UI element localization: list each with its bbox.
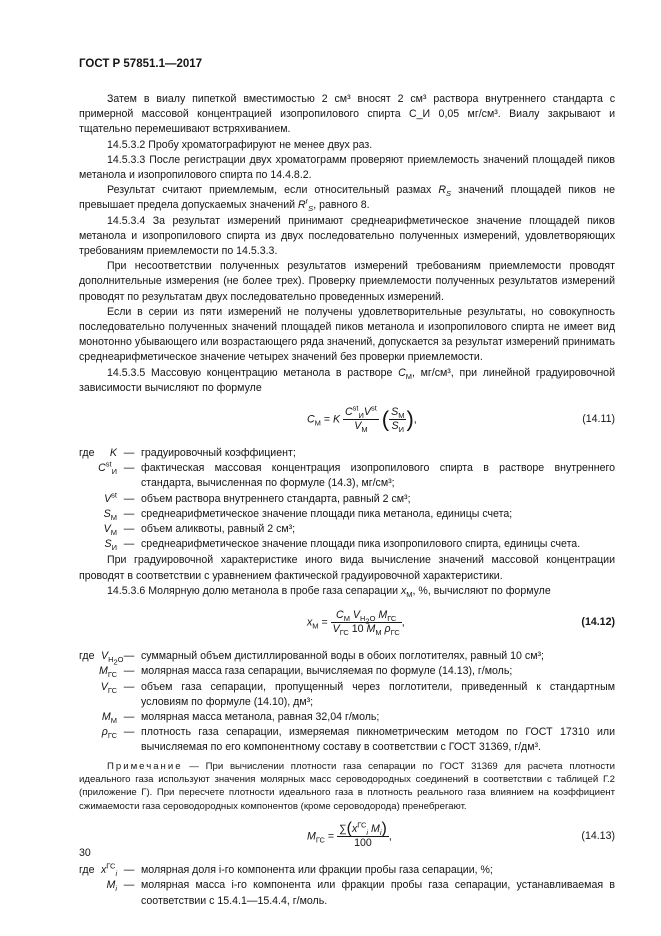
definition-row: $S_И$ — среднеарифметическое значение площади пика изопропилового спирта, единицы счета. bbox=[104, 538, 581, 553]
formula-14-13: $M_{ГС}$ = $\frac{\sum(x^{ГС}_i M_i)}{100}$ , (14.13) bbox=[307, 820, 615, 850]
page-number: 30 bbox=[79, 847, 91, 859]
definition-row: где K — градуировочный коэффициент; bbox=[79, 447, 296, 460]
paragraph: 14.5.3.6 Молярную долю метанола в пробе газа сепарации $x_М$, %, вычисляют по формуле bbox=[107, 584, 551, 599]
definition-row: $V_М$ — объем аликвоты, равный 2 см³; bbox=[103, 523, 296, 538]
definitions-list bbox=[79, 863, 615, 909]
definition-row: $M_М$ — молярная масса метанола, равная 32,04 г/моль; bbox=[101, 710, 380, 726]
definition-row: где $V_{H_2O}$ — суммарный объем дистиллированной воды в обоих поглотителях, равный 10 см³; bbox=[79, 650, 544, 667]
formula-number: (14.13) bbox=[581, 830, 615, 843]
standard-header: ГОСТ Р 57851.1—2017 bbox=[79, 58, 203, 70]
paragraph: Если в серии из пяти измерений не получены удовлетворительные результаты, но совокупность последовательно полученных значений площадей пиков метанола и изопропилового спирта не имеет вид монотонно убывающего или возрастающего ряда значений, допускается за результат измерений принимать среднеарифметическое значение четырех значений без проверки приемлемости. bbox=[79, 305, 615, 364]
definition-row: $V_{ГС}$ — объем газа сепарации, пропущенный через поглотители, приведенный к стандартным условиям по формуле (14.10), дм³; bbox=[100, 680, 615, 708]
formula-number: (14.11) bbox=[582, 413, 615, 426]
definitions-list bbox=[79, 446, 615, 552]
formula-14-12: $x_М$ = $\frac{C_М V_{H_2O} M_{ГС}}{V_{ГС} 10 M_М \rho_{ГС}}$ , (14.12) bbox=[307, 609, 615, 638]
paragraph: 14.5.3.3 После регистрации двух хроматограмм проверяют приемлемость значений площадей пиков метанола и изопропилового спирта по 14.4.8.2. bbox=[79, 153, 615, 182]
formula-14-11: $C_М = K$ $\frac{C^{st}_ИV^{st}}{V_М}$ ( $\frac{S_М}{S_И}$ ), (14.11) bbox=[307, 403, 615, 435]
paragraph: 14.5.3.4 За результат измерений принимают среднеарифметическое значение площадей пиков метанола и изопропилового спирта из двух последовательно полученных измерений, удовлетворяющих требованиям приемлемости по 14.5.3.3. bbox=[79, 214, 615, 258]
paragraph: 14.5.3.5 Массовую концентрацию метанола в растворе $C_М$, мг/см³, при линейной градуировочной зависимости вычисляют по формуле bbox=[79, 366, 615, 394]
definition-row: $\rho_{ГС}$ — плотность газа сепарации, измеряемая пикнометрическим методом по ГОСТ 17310 или вычисляемая по его компонентному составу в соответствии с ГОСТ 31369, г/дм³. bbox=[101, 726, 615, 754]
definitions-list bbox=[79, 649, 615, 755]
definition-row: $M_{ГС}$ — молярная масса газа сепарации, вычисляемая по формуле (14.13), г/моль; bbox=[99, 665, 513, 680]
definition-row: $Cst_И$ — фактическая массовая концентрация изопропилового спирта в растворе внутреннего стандарта, вычисленная по формуле (14.3), мг/см³; bbox=[98, 459, 615, 490]
document-body bbox=[79, 92, 615, 910]
definition-row: $M_i$ — молярная масса i-го компонента или фракции пробы газа сепарации, устанавливаемая в соответствии с 15.4.1—15.4.4, г/моль. bbox=[106, 879, 615, 907]
paragraph: Затем в виалу пипеткой вместимостью 2 см³ вносят 2 см³ раствора внутреннего стандарта с примерной массовой концентрацией изопропилового спирта C_И 0,05 мг/см³. Виалу закрывают и тщательно перемешивают встряхиванием. bbox=[79, 93, 615, 136]
note: Примечание — При вычислении плотности газа сепарации по ГОСТ 31369 для расчета плотности идеального газа используют значения молярных масс сероводородных соединений в соответствии с таблицей Г.2 (приложение Г). При пересчете плотности идеального газа в плотность реального газа влиянием на коэффициент сжимаемости газа сероводородных компонентов (кроме сероводорода) пренебрегают. bbox=[79, 760, 615, 812]
paragraph: 14.5.3.2 Пробу хроматографируют не менее двух раз. bbox=[107, 138, 373, 151]
definition-row: $S_М$ — среднеарифметическое значение площади пика метанола, единицы счета; bbox=[103, 507, 513, 522]
formula-number: (14.12) bbox=[581, 616, 615, 629]
paragraph: Результат считают приемлемым, если относительный размах $R_S$ значений площадей пиков не превышает предела допускаемых значений $R^r_S$, равного 8. bbox=[79, 184, 615, 214]
definition-row: где $x^{ГС}_i$ — молярная доля i-го компонента или фракции пробы газа сепарации, %; bbox=[79, 861, 493, 879]
definition-row: Vst — объем раствора внутреннего стандарта, равный 2 см³; bbox=[104, 490, 411, 505]
paragraph: При градуировочной характеристике иного вида вычисление значений массовой концентрации проводят в соответствии с уравнением фактической градуировочной характеристики. bbox=[79, 554, 615, 582]
paragraph: При несоответствии полученных результатов измерений требованиям приемлемости проводят дополнительные измерения (не более трех). Проверку приемлемости полученных результатов измерений проводят по результатам двух последовательно проведенных измерений. bbox=[79, 260, 615, 303]
